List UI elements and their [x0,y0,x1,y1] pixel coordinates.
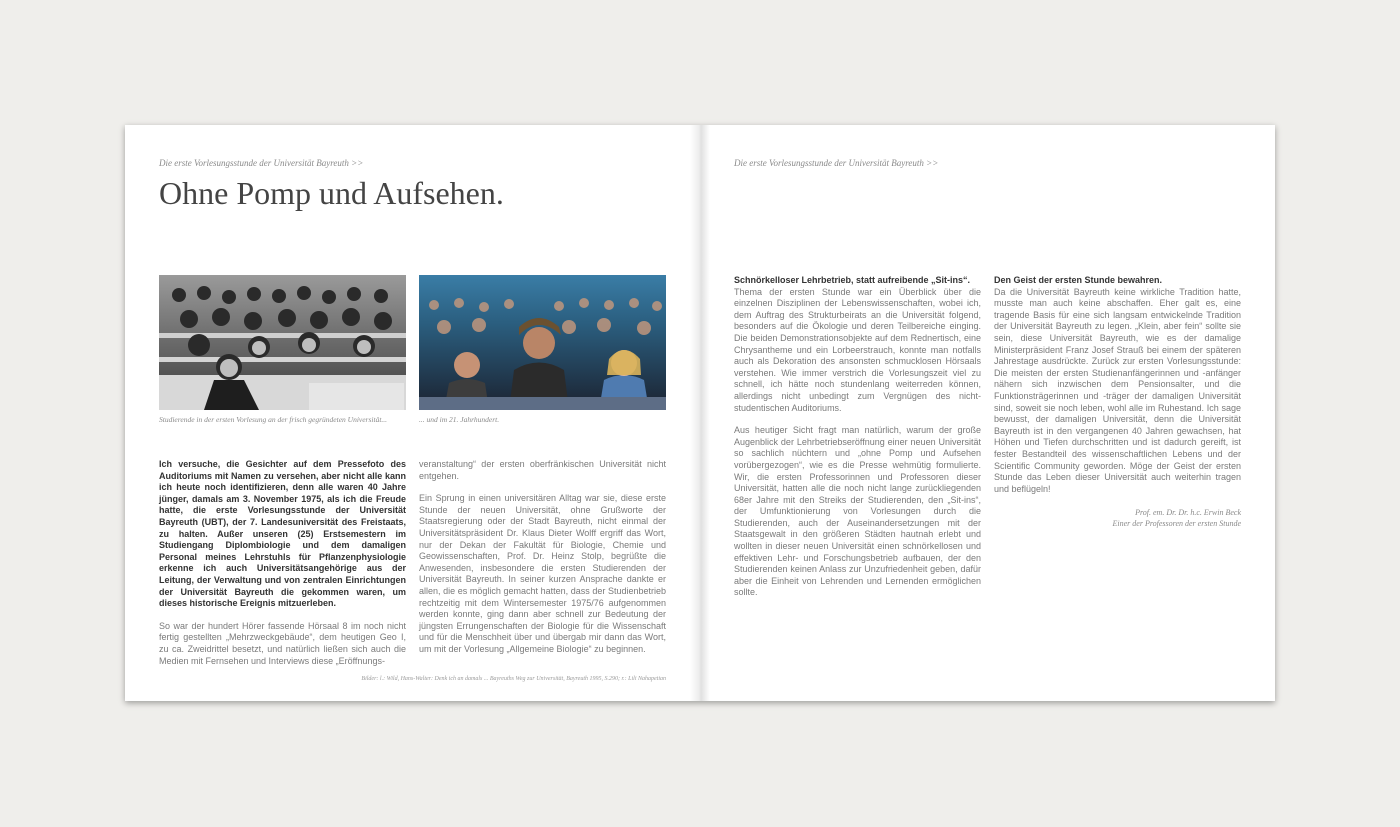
right-page-kicker: Die erste Vorlesungsstunde der Universität Bayreuth >> [734,158,939,168]
magazine-spread [125,125,1275,701]
author-signature [994,507,1241,529]
body-paragraph: Aus heutiger Sicht fragt man natürlich, warum der große Augenblick der Lehrbetriebseröffnung einer neuen Universität so sachlich nüchtern und „ohne Pomp und Aufsehen vorübergezogen“, wie es die Presse wehmütig formulierte. Wir, die ersten Professorinnen und Professoren dieser Universität, hatten alle die noch nicht lange zurückliegenden 68er Jahre mit den Streiks der Studierenden, den „Sit-ins“, der Umfunktionierung von Vorlesungen durch die Studierenden, auch der Auseinandersetzungen mit der Staatsgewalt in den größeren Städten hautnah erlebt und wollten in dieser neuen Universität einen schnörkellosen und effektiven Lehr- und Forschungsbetrieb aufbauen, der den Studierenden keinen Anlass zur Unzufriedenheit geben, dafür aber die Einheit von Lehrenden und Lernenden ermöglichen sollte. [734,425,981,598]
section-heading: Den Geist der ersten Stunde bewahren. [994,275,1163,285]
section-heading: Schnörkelloser Lehrbetrieb, statt aufreibende „Sit-ins“. [734,275,971,285]
body-paragraph: Thema der ersten Stunde war ein Überblick über die einzelnen Disziplinen der Lebenswissenschaften, wobei ich, dem Auftrag des Strukturbeirats an die Universität folgend, besonders auf die Ökologie und deren Teilbereiche einging. Die beiden Demonstrationsobjekte auf dem Rednertisch, eine Chrysantheme und ein Lorbeerstrauch, konnte man notfalls auch als Dekoration des ansonsten schmucklosen Hörsaals verstehen. Wie immer verstrich die Vorlesungszeit viel zu schnell, ich hätte noch stundenlang weiterreden können, allerdings nicht unbedingt zum Vergnügen des nicht-studentischen Auditoriums. [734,286,981,413]
lead-paragraph: Ich versuche, die Gesichter auf dem Pressefoto des Auditoriums mit Namen zu versehen, aber nicht alle kann ich heute noch identifizieren, denn alle waren 40 Jahre jünger, damals am 3. November 1975, als ich die Freude hatte, die erste Vorlesungsstunde der Universität Bayreuth (UBT), der 7. Landesuniversität des Freistaats, zu halten. Außer unseren (25) Erstsemestern im Studiengang Diplombiologie und dem damaligen Personal meines Lehrstuhls für Pflanzenphysiologie erkenne ich auch Universitätsangehörige aus der Leitung, der Verwaltung und von zentralen Einrichtungen der Universität Bayreuth die gekommen waren, um dieses historische Ereignis mitzuerleben. [159,459,406,609]
photo-1-caption: Studierende in der ersten Vorlesung an der frisch gegründeten Universität... [159,415,388,424]
left-page-kicker: Die erste Vorlesungsstunde der Universität Bayreuth >> [159,158,364,168]
photo-lecture-today [419,275,666,410]
body-paragraph: Da die Universität Bayreuth keine wirkliche Tradition hatte, musste man auch keine abschaffen. Eher galt es, eine tragende Basis für eine sich langsam entwickelnde Tradition der Universität Bayreuth zu legen. „Klein, aber fein“ sollte sie sein, diese Universität Bayreuth, wie es der damalige Ministerpräsident Franz Josef Strauß bei einem der späteren Jahrestage ausdrückte. Zurück zur ersten Vorlesungsstunde: Die meisten der ersten Studienanfängerinnen und -anfänger nähern sich inzwischen dem Pensionsalter, und die Funktionsträgerinnen und -träger der damaligen Universität sind, soweit sie noch leben, wohl alle im Ruhestand. Ich sage bewusst, der damaligen Universität, denn die Universität Bayreuth ist in den vergangenen 40 Jahren gewachsen, hat Höhen und Tiefen durchschritten und ist dadurch gereift, ist fester Bestandteil des wissenschaftlichen Lebens und der Scientific Community geworden. Möge der Geist der ersten Stunde das Leben dieser Universität auch weiterhin tragen und beflügeln! [994,286,1241,494]
photo-credits: Bilder: l.: Wild, Hans-Walter: Denk ich an damals ... Bayreuths Weg zur Universität, Bayreuth 1995, S.290; r.: Lili Nahapetian [361,676,666,682]
right-column-2 [994,275,1241,529]
left-column-2 [419,459,666,667]
article-title: Ohne Pomp und Aufsehen. [159,175,504,211]
body-paragraph: veranstaltung“ der ersten oberfränkischen Universität nicht entgehen. [419,459,666,481]
page-gutter [690,125,710,701]
photo-lecture-1975 [159,275,406,410]
body-paragraph: Ein Sprung in einen universitären Alltag war sie, diese erste Stunde der neuen Universität, ohne Grußworte der Staatsregierung oder der Stadt Bayreuth, nicht einmal der Universitätspräsident Dr. Klaus Dieter Wolff ergriff das Wort, nur der Dekan der Fakultät für Biologie, Chemie und Geowissenschaften, Prof. Dr. Heinz Stolp, begrüßte die Anwesenden, insbesondere die ersten Studierenden der Universität Bayreuth. In seiner kurzen Ansprache dankte er allen, die es möglich gemacht hatten, dass der Studienbetrieb rechtzeitig mit dem Wintersemester 1975/76 aufgenommen werden konnte, ging dann aber schnell zur Bedeutung der jüngsten Errungenschaften der Biologie für die Wissenschaft und für die Menschheit über und übergab mir dann das Wort, um mit der Vorlesung „Allgemeine Biologie“ zu beginnen. [419,493,666,654]
right-column-1 [734,275,981,610]
body-paragraph: So war der hundert Hörer fassende Hörsaal 8 im noch nicht fertig gestellten „Mehrzweckgebäude“, dem heutigen Geo I, zu ca. Zweidrittel besetzt, und natürlich ließen sich auch die Medien mit Fernsehen und Interviews diese „Eröffnungs- [159,620,406,666]
left-column-1 [159,459,406,678]
photo-2-caption: ... und im 21. Jahrhundert. [419,415,500,424]
signature-role: Einer der Professoren der ersten Stunde [1112,519,1241,529]
signature-name: Prof. em. Dr. Dr. h.c. Erwin Beck [1135,508,1241,518]
